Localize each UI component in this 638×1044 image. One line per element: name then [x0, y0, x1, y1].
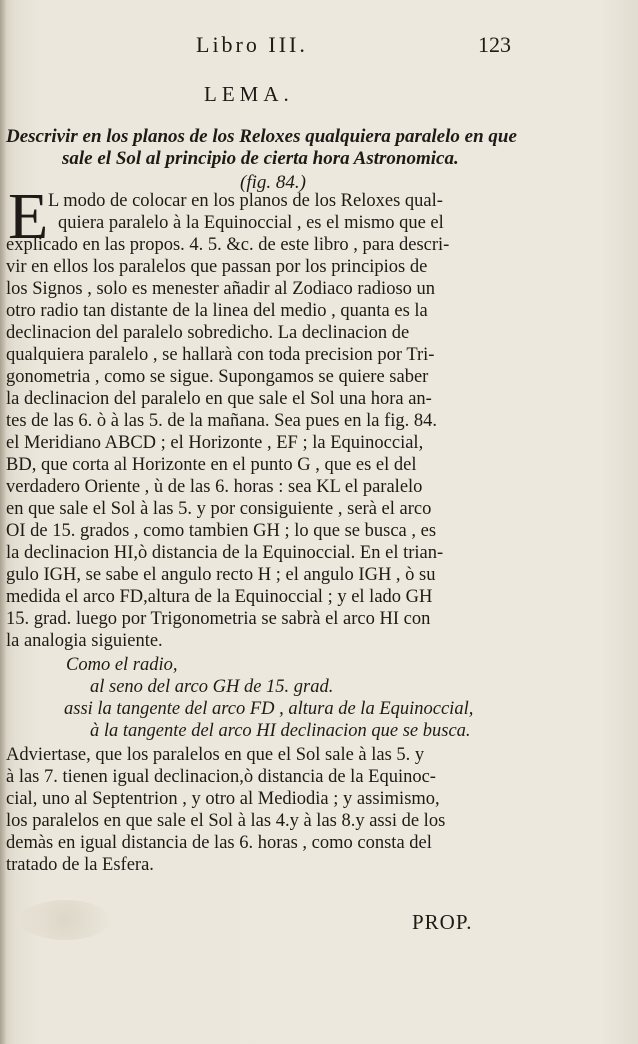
text-line: gulo IGH, se sabe el angulo recto H ; el angulo IGH , ò su	[6, 565, 436, 585]
paper-stain	[20, 900, 110, 940]
text-line: L modo de colocar en los planos de los Reloxes qual-	[48, 191, 443, 211]
formula-line: à la tangente del arco HI declinacion que se busca.	[90, 721, 471, 741]
text-line: gonometria , como se sigue. Supongamos se quiere saber	[6, 367, 429, 387]
text-line: cial, uno al Septentrion , y otro al Mediodia ; y assimismo,	[6, 789, 440, 809]
page-number: 123	[478, 32, 511, 57]
text-line: verdadero Oriente , ù de las 6. horas : sea KL el paralelo	[6, 477, 423, 497]
text-line: quiera paralelo à la Equinoccial , es el mismo que el	[58, 213, 444, 233]
text-line: la declinacion HI,ò distancia de la Equinoccial. En el trian-	[6, 543, 444, 563]
text-line: explicado en las propos. 4. 5. &c. de este libro , para descri-	[6, 235, 450, 255]
text-line: 15. grad. luego por Trigonometria se sabrà el arco HI con	[6, 609, 431, 629]
running-header	[0, 32, 638, 62]
text-line: qualquiera paralelo , se hallarà con toda precision por Tri-	[6, 345, 435, 365]
text-line: à las 7. tienen igual declinacion,ò distancia de la Equinoc-	[6, 767, 436, 787]
text-line: tratado de la Esfera.	[6, 855, 154, 875]
catchword: PROP.	[412, 910, 473, 934]
text-line: el Meridiano ABCD ; el Horizonte , EF ; la Equinoccial,	[6, 433, 424, 453]
text-line: vir en ellos los paralelos que passan por los principios de	[6, 257, 428, 277]
text-line: BD, que corta al Horizonte en el punto G , que es el del	[6, 455, 417, 475]
theorem-line: Descrivir en los planos de los Reloxes qualquiera paralelo en que	[6, 126, 517, 147]
text-line: los paralelos en que sale el Sol à las 4.y à las 8.y assi de los	[6, 811, 446, 831]
drop-cap: E	[8, 180, 49, 253]
text-line: tes de las 6. ò à las 5. de la mañana. Sea pues en la fig. 84.	[6, 411, 438, 431]
text-line: declinacion del paralelo sobredicho. La declinacion de	[6, 323, 410, 343]
text-line: en que sale el Sol à las 5. y por consiguiente , serà el arco	[6, 499, 432, 519]
formula-line: assi la tangente del arco FD , altura de la Equinoccial,	[64, 699, 474, 719]
text-line: la declinacion del paralelo en que sale el Sol una hora an-	[6, 389, 432, 409]
text-line: Adviertase, que los paralelos en que el Sol sale à las 5. y	[6, 745, 425, 765]
figure-reference: (fig. 84.)	[240, 172, 306, 193]
text-line: los Signos , solo es menester añadir al Zodiaco radioso un	[6, 279, 436, 299]
text-line: otro radio tan distante de la linea del medio , quanta es la	[6, 301, 428, 321]
running-title: Libro III.	[196, 32, 308, 57]
formula-line: Como el radio,	[66, 655, 178, 675]
text-line: OI de 15. grados , como tambien GH ; lo que se busca , es	[6, 521, 437, 541]
text-line: la analogia siguiente.	[6, 631, 163, 651]
formula-line: al seno del arco GH de 15. grad.	[90, 677, 334, 697]
theorem-line: sale el Sol al principio de cierta hora Astronomica.	[62, 148, 459, 169]
text-line: demàs en igual distancia de las 6. horas , como consta del	[6, 833, 432, 853]
section-title: LEMA.	[204, 82, 294, 106]
text-line: medida el arco FD,altura de la Equinoccial ; y el lado GH	[6, 587, 433, 607]
